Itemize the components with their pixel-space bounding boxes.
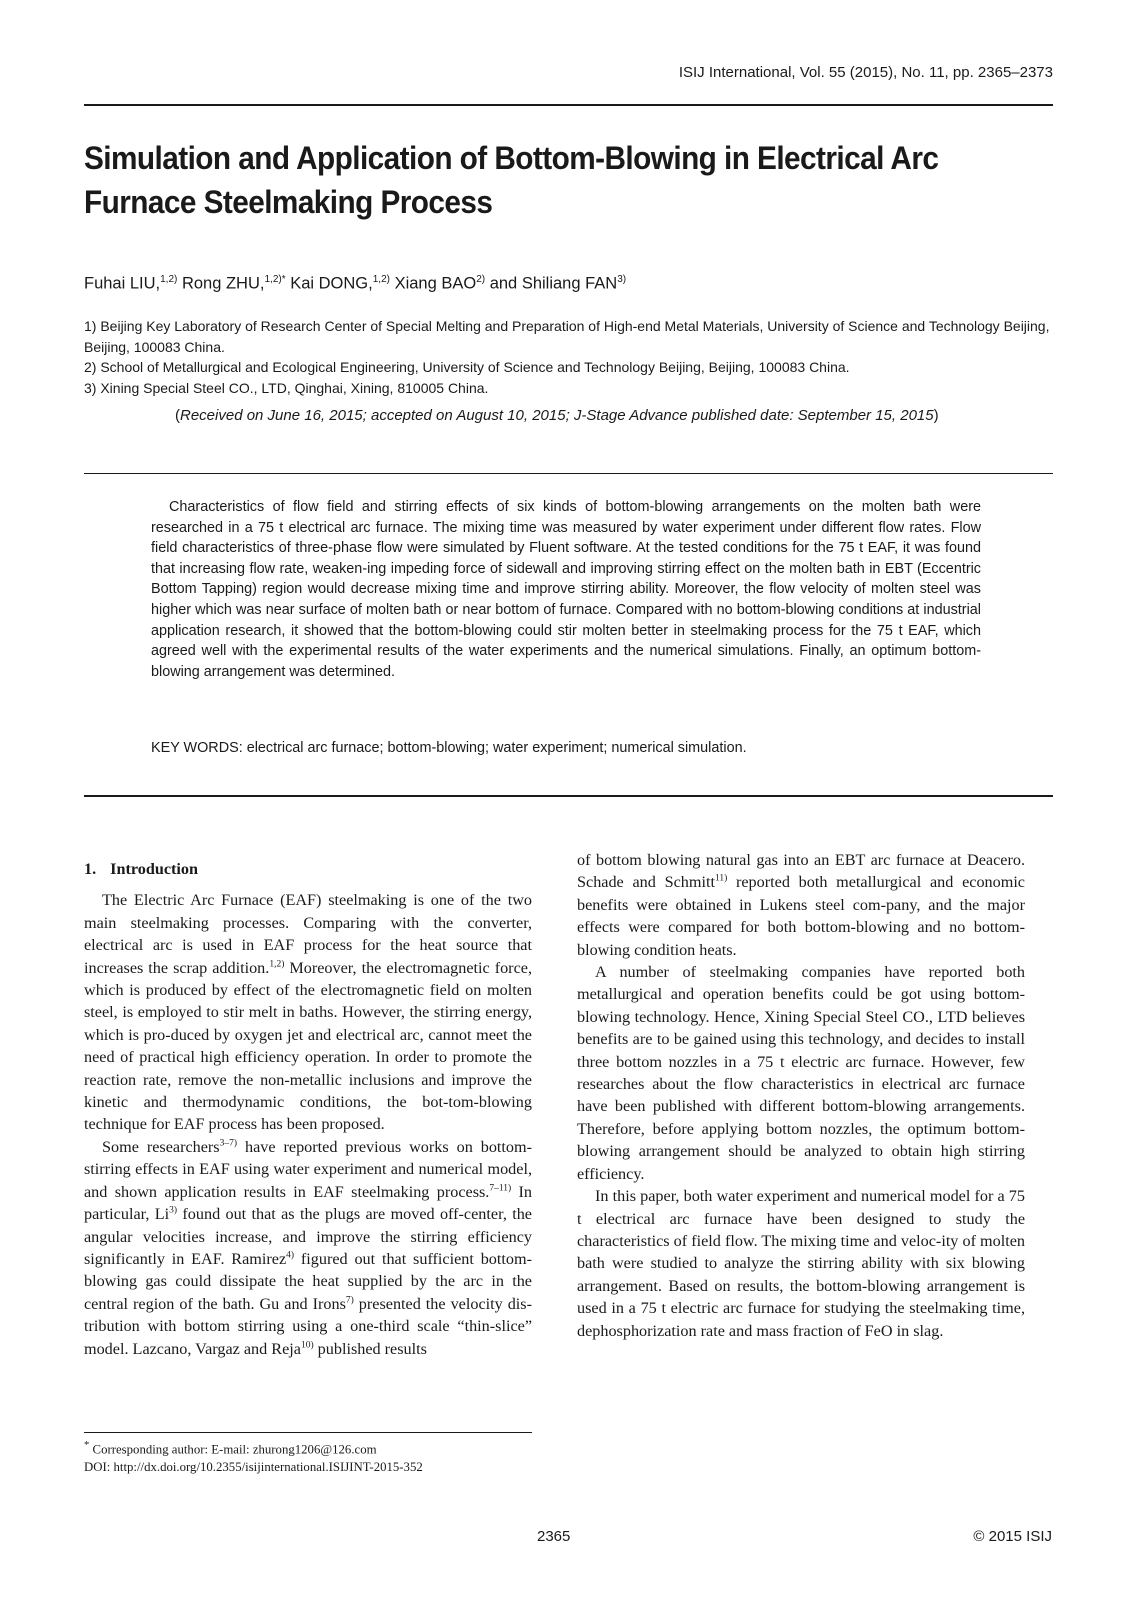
affiliation-item: 2) School of Metallurgical and Ecological Engineering, University of Science and Technology Beijing, Beijing, 100083 China. [84,359,850,375]
author-affiliation-mark: 1,2) [372,274,390,285]
paragraph-text: Some researchers [102,1137,220,1156]
title-line-1: Simulation and Application of Bottom-Blowing in Electrical Arc [84,140,939,176]
doi-note: DOI: http://dx.doi.org/10.2355/isijinternational.ISIJINT-2015-352 [84,1460,423,1475]
author-affiliation-mark: 2) [476,274,486,285]
author-affiliation-mark: 3) [617,274,627,285]
author-name: Xiang BAO [394,274,477,293]
title-line-2: Furnace Steelmaking Process [84,184,493,220]
corresponding-author-note [84,1437,423,1458]
citation-ref: 7–11) [489,1183,512,1194]
author-affiliation-mark: 1,2)* [264,274,286,285]
affiliation-item: 1) Beijing Key Laboratory of Research Center of Special Melting and Preparation of High-end Metal Materials, University of Science and Technology Beijing, Beijing, 100083 China. [84,318,1050,355]
affiliation-item: 3) Xining Special Steel CO., LTD, Qinghai, Xining, 810005 China. [84,379,489,396]
paragraph [577,849,1025,961]
footnote-mark: * [84,1440,90,1451]
paragraph-text: have reported previous works on bottom-stirring effects in EAF using water experiment and numerical model, and shown application results in EAF steelmaking process. [84,1137,532,1201]
left-column [84,858,532,1360]
author-affiliation-mark: 1,2) [160,274,178,285]
abstract-bottom-rule [84,795,1053,797]
citation-ref: 11) [714,874,728,885]
affiliation-list [84,316,1059,398]
citation-ref: 1,2) [269,959,285,970]
paragraph-text: figured out that sufficient bottom-blowing gas could dissipate the heat supplied by the arc in the central region of the bath. Gu and Irons [84,1249,532,1313]
paragraph-text: reported both metallurgical and economic benefits were obtained in Lukens steel com-pany, and the major effects were compared for both bottom-blowing and no bottom-blowing condition heats. [577,873,1025,959]
author-name: Fuhai LIU, [84,274,161,293]
citation-ref: 4) [286,1250,295,1261]
paragraph [84,1136,532,1360]
author-name: Rong ZHU, [181,274,265,293]
paragraph-text: found out that as the plugs are moved off-center, the angular velocities increase, and improve the stirring efficiency significantly in EAF. Ramirez [84,1205,532,1268]
paragraph [84,889,532,1135]
corresponding-author-text: Corresponding author: E-mail: zhurong1206@126.com [89,1442,377,1457]
section-heading [84,858,532,880]
paragraph: A number of steelmaking companies have reported both metallurgical and operation benefits could be got using bottom-blowing technology. Hence, Xining Special Steel CO., LTD believes benefits are to be gained using this technology, and decides to install three bottom nozzles in a 75 t electric arc furnace. However, few researches about the flow characteristics in electrical arc furnace have been published with different bottom-blowing arrangements. Therefore, before applying bottom nozzles, the optimum bottom-blowing arrangement should be analyzed to obtain high stirring efficiency. [577,963,1025,1183]
paragraph-text: Moreover, the electromagnetic force, which is produced by effect of the electromagnetic field on molten steel, is employed to stir melt in baths. However, the stirring energy, which is pro-duced by oxygen jet and electrical arc, cannot meet the need of practical high efficiency operation. In order to promote the reaction rate, remove the non-metallic inclusions and improve the kinetic and thermodynamic conditions, the bot-tom-blowing technique for EAF process has been proposed. [84,958,532,1134]
header-rule [84,104,1053,106]
right-column [577,849,1025,1342]
keywords: KEY WORDS: electrical arc furnace; bottom-blowing; water experiment; numerical simulation. [151,740,747,756]
received-dates-text: Received on June 16, 2015; accepted on August 10, 2015; J-Stage Advance published date: September 15, 2015 [180,407,934,424]
page-number: 2365 [537,1528,571,1545]
paper-title [84,136,985,224]
citation-ref: 7) [345,1295,354,1306]
abstract: Characteristics of flow field and stirring effects of six kinds of bottom-blowing arrangements on the molten bath were researched in a 75 t electrical arc furnace. The mixing time was measured by water experiment under different flow rates. Flow field characteristics of three-phase flow were simulated by Fluent software. At the tested conditions for the 75 t EAF, it was found that increasing flow rate, weaken-ing impeding force of sidewall and improving stirring effect on the molten bath in EBT (Eccentric Bottom Tapping) region would decrease mixing time and improve stirring ability. Moreover, the flow velocity of molten steel was higher which was near surface of molten bath or near bottom of furnace. Compared with no bottom-blowing conditions at industrial application research, it showed that the bottom-blowing could stir molten better in steelmaking process for the 75 t EAF, which agreed well with the experimental results of the water experiments and the numerical simulations. Finally, an optimum bottom-blowing arrangement was determined. [151,499,981,680]
footnote-rule [84,1432,532,1433]
paragraph-text: The Electric Arc Furnace (EAF) steelmaking is one of the two main steelmaking processes. Comparing with the converter, electrical arc is used in EAF process for the heat source that increases the scrap addition. [84,891,532,977]
citation-ref: 10) [300,1340,314,1351]
citation-ref: 3) [169,1205,178,1216]
citation-ref: 3–7) [219,1138,238,1149]
author-name: Kai DONG, [290,274,373,293]
section-number: 1. [84,860,97,878]
section-title: Introduction [110,860,198,878]
paragraph-text: presented the velocity dis-tribution with bottom stirring using a one-third scale “thin-slice” model. Lazcano, Vargaz and Reja [84,1294,532,1358]
footnotes [84,1437,423,1476]
abstract-top-rule [84,473,1053,474]
received-dates: (Received on June 16, 2015; accepted on August 10, 2015; J-Stage Advance published date: September 15, 2015) [175,407,939,424]
paragraph-text: published results [313,1339,427,1358]
author-list [84,274,626,294]
paragraph-text: In particular, Li [84,1182,533,1224]
copyright: © 2015 ISIJ [973,1528,1052,1545]
author-name: and Shiliang FAN [489,274,618,293]
paragraph: In this paper, both water experiment and numerical model for a 75 t electrical arc furnace have been designed to study the characteristics of field flow. The mixing time and veloc-ity of molten bath were studied to analyze the stirring ability with six blowing arrangement. Based on results, the bottom-blowing arrangement is used in a 75 t electric arc furnace for studying the steelmaking time, dephosphorization rate and mass fraction of FeO in slag. [577,1187,1025,1340]
journal-citation-header: ISIJ International, Vol. 55 (2015), No. 11, pp. 2365–2373 [678,64,1053,81]
paragraph-text: of bottom blowing natural gas into an EBT arc furnace at Deacero. Schade and Schmitt [577,851,1025,892]
